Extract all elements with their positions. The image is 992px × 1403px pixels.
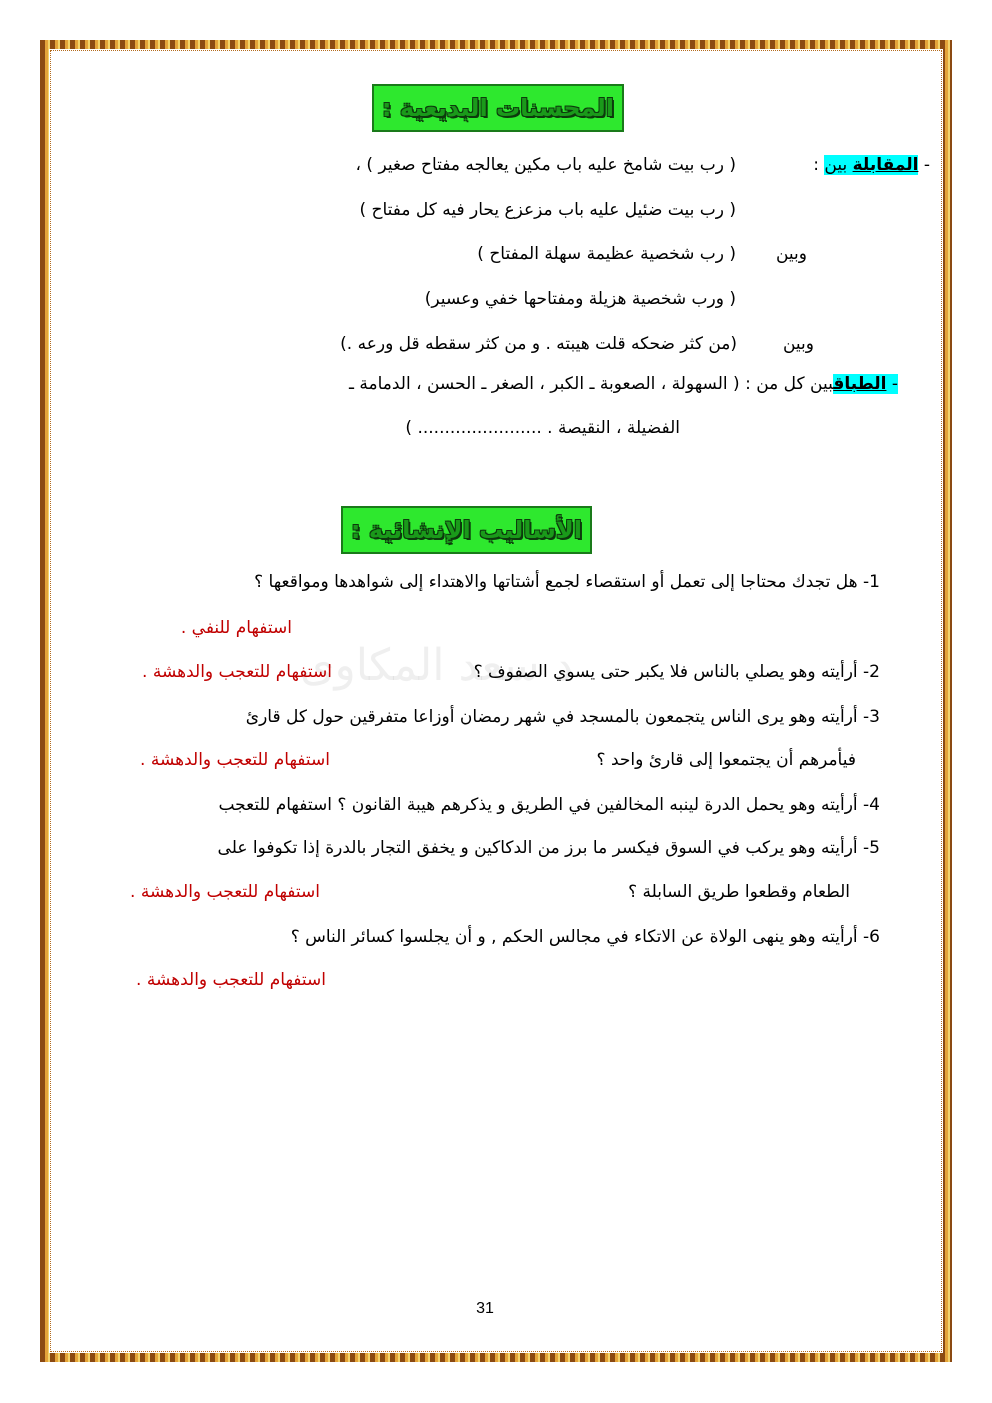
question-2: 2- أرأيته وهو يصلي بالناس فلا يكبر حتى يسوي الصفوف ؟: [473, 662, 880, 682]
page-border: [40, 40, 952, 1362]
muqabala-between: بين: [824, 155, 848, 175]
muqabala-colon: :: [813, 155, 819, 175]
muqabala-line-4: ( ورب شخصية هزيلة ومفتاحها خفي وعسير): [424, 289, 736, 309]
question-5: 5- أرأيته وهو يركب في السوق فيكسر ما برز من الدكاكين و يخفق التجار بالدرة إذا تكوفوا على: [217, 838, 880, 858]
tibaq-text: بين كل من : ( السهولة ، الصعوبة ـ الكبر ، الصغر ـ الحسن ، الدمامة ـ: [348, 374, 834, 394]
question-6: 6- أرأيته وهو ينهى الولاة عن الاتكاء في مجالس الحكم , و أن يجلسوا كسائر الناس ؟: [290, 927, 880, 947]
heading-rhetorical-devices: المحسنات البديعية :: [372, 84, 624, 132]
question-3: 3- أرأيته وهو يرى الناس يتجمعون بالمسجد في شهر رمضان أوزاعا متفرقين حول كل قارئ: [245, 707, 880, 727]
question-1: 1- هل تجدك محتاجا إلى تعمل أو استقصاء لجمع أشتاتها والاهتداء إلى شواهدها ومواقعها ؟: [254, 572, 880, 592]
muqabala-line-1: ( رب بيت شامخ عليه باب مكين يعالجه مفتاح صغير ) ،: [355, 155, 736, 175]
muqabala-label-group: [824, 155, 918, 175]
tibaq-label-group: [833, 374, 898, 394]
answer-2: استفهام للتعجب والدهشة .: [142, 662, 332, 682]
muqabala-label-row: [813, 153, 930, 177]
tibaq-label: الطباق: [833, 374, 887, 394]
question-5-continued: الطعام وقطعوا طريق السابلة ؟: [628, 882, 850, 902]
watermark: د سعد المكاوى: [300, 640, 574, 691]
answer-1: استفهام للنفي .: [180, 618, 292, 638]
heading-constructive-styles: الأساليب الإنشائية :: [341, 506, 592, 554]
muqabala-dash: -: [923, 155, 930, 175]
question-3-continued: فيأمرهم أن يجتمعوا إلى قارئ واحد ؟: [596, 750, 856, 770]
muqabala-line-5: (من كثر ضحكه قلت هيبته . و من كثر سقطه قل ورعه .): [340, 334, 737, 354]
tibaq-dash: -: [891, 374, 898, 394]
page-number: 31: [476, 1300, 494, 1317]
muqabala-line-3: ( رب شخصية عظيمة سهلة المفتاح ): [477, 244, 736, 264]
muqabala-label: المقابلة: [852, 155, 919, 175]
question-4: 4- أرأيته وهو يحمل الدرة لينبه المخالفين في الطريق و يذكرهم هيبة القانون ؟ استفهام للتعجب: [218, 795, 880, 815]
muqabala-line-5-prefix: وبين: [782, 334, 814, 354]
answer-3: استفهام للتعجب والدهشة .: [140, 750, 330, 770]
muqabala-line-3-prefix: وبين: [775, 244, 807, 264]
tibaq-row: [349, 372, 898, 396]
answer-5: استفهام للتعجب والدهشة .: [130, 882, 320, 902]
answer-6: استفهام للتعجب والدهشة .: [136, 970, 326, 990]
muqabala-line-2: ( رب بيت ضئيل عليه باب مزعزع يحار فيه كل مفتاح ): [359, 200, 736, 220]
tibaq-line-2: الفضيلة ، النقيصة . ....................... ): [405, 418, 680, 438]
